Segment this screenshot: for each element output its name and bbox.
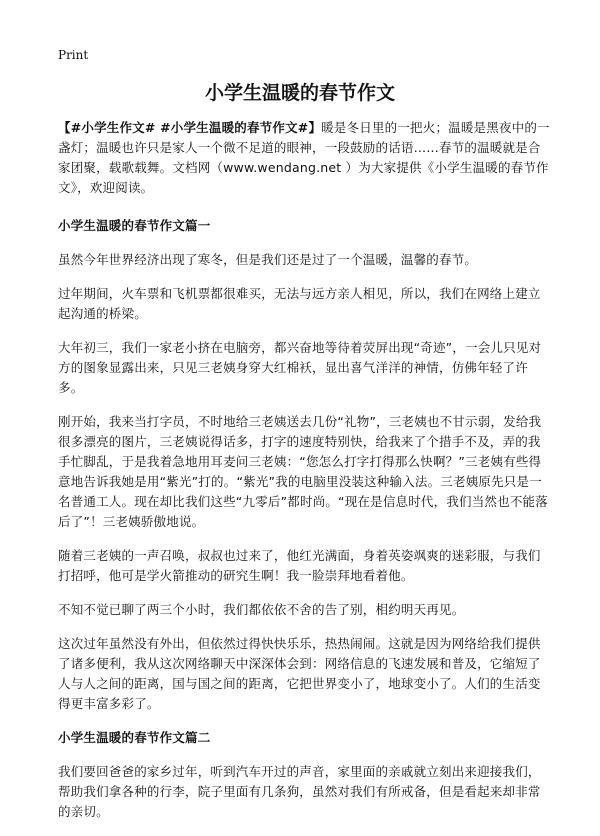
paragraph: 不知不觉已聊了两三个小时，我们都依依不舍的告了别，相约明天再见。 xyxy=(58,602,465,617)
intro-tag: 【#小学生作文# #小学生温暖的春节作文#】 xyxy=(58,120,322,135)
intro-text: 暖是冬日里的一把火；温暖是黑夜中的一盏灯；温暖也许只是家人一个微不足道的眼神，一段鼓励的话语……春节的温暖就是合家团聚，载歌载舞。文档网（www.wendang.net ）为大家提供《小学生温暖的春节作文》，欢迎阅读。 xyxy=(58,120,550,195)
section-heading: 小学生温暖的春节作文篇二 xyxy=(58,730,211,745)
paragraph: 随着三老姨的一声召唤，叔叔也过来了，他红光满面，身着英姿飒爽的迷彩服，与我们打招呼，他可是学火箭推动的研究生啊！我一脸崇拜地看着他。 xyxy=(58,548,541,583)
print-link[interactable]: Print xyxy=(58,48,89,62)
article-body xyxy=(58,118,550,836)
paragraph: 虽然今年世界经济出现了寒冬，但是我们还是过了一个温暖，温馨的春节。 xyxy=(58,252,478,267)
document-title: 小学生温暖的春节作文 xyxy=(204,82,395,104)
paragraph: 刚开始，我来当打字员，不时地给三老姨送去几份“礼物”，三老姨也不甘示弱，发给我很多漂亮的图片，三老姨说得话多，打字的速度特别快，给我来了个措手不及，弄的我手忙脚乱，于是我着急地用耳麦问三老姨：“您怎么打字打得那么快啊？”三老姨有些得意地告诉我她是用“紫光”打的。“紫光”我的电脑里没装这种输入法。三老姨原先只是一名普通工人。现在却比我们这些“九零后”都时尚。“现在是信息时代，我们当然也不能落后了”！三老姨骄傲地说。 xyxy=(58,414,548,529)
paragraph: 我们要回爸爸的家乡过年，听到汽车开过的声音，家里面的亲戚就立刻出来迎接我们，帮助我们拿各种的行李，院子里面有几条狗，虽然对我们有所戒备，但是看起来却非常的亲切。 xyxy=(58,764,541,819)
intro-paragraph xyxy=(58,118,550,198)
paragraph: 过年期间，火车票和飞机票都很难买，无法与远方亲人相见，所以，我们在网络上建立起沟通的桥梁。 xyxy=(58,286,541,321)
section-heading: 小学生温暖的春节作文篇一 xyxy=(58,218,211,233)
paragraph: 大年初三，我们一家老小挤在电脑旁，都兴奋地等待着荧屏出现“奇迹”，一会儿只见对方的图象显露出来，只见三老姨身穿大红棉袄，显出喜气洋洋的神情，仿佛年轻了许多。 xyxy=(58,340,542,395)
paragraph: 这次过年虽然没有外出，但依然过得快快乐乐，热热闹闹。这就是因为网络给我们提供了诸多便利，我从这次网络聊天中深深体会到：网络信息的飞速发展和普及，它缩短了人与人之间的距离，国与国之间的距离，它把世界变小了，地球变小了。人们的生活变得更丰富多彩了。 xyxy=(58,636,541,711)
